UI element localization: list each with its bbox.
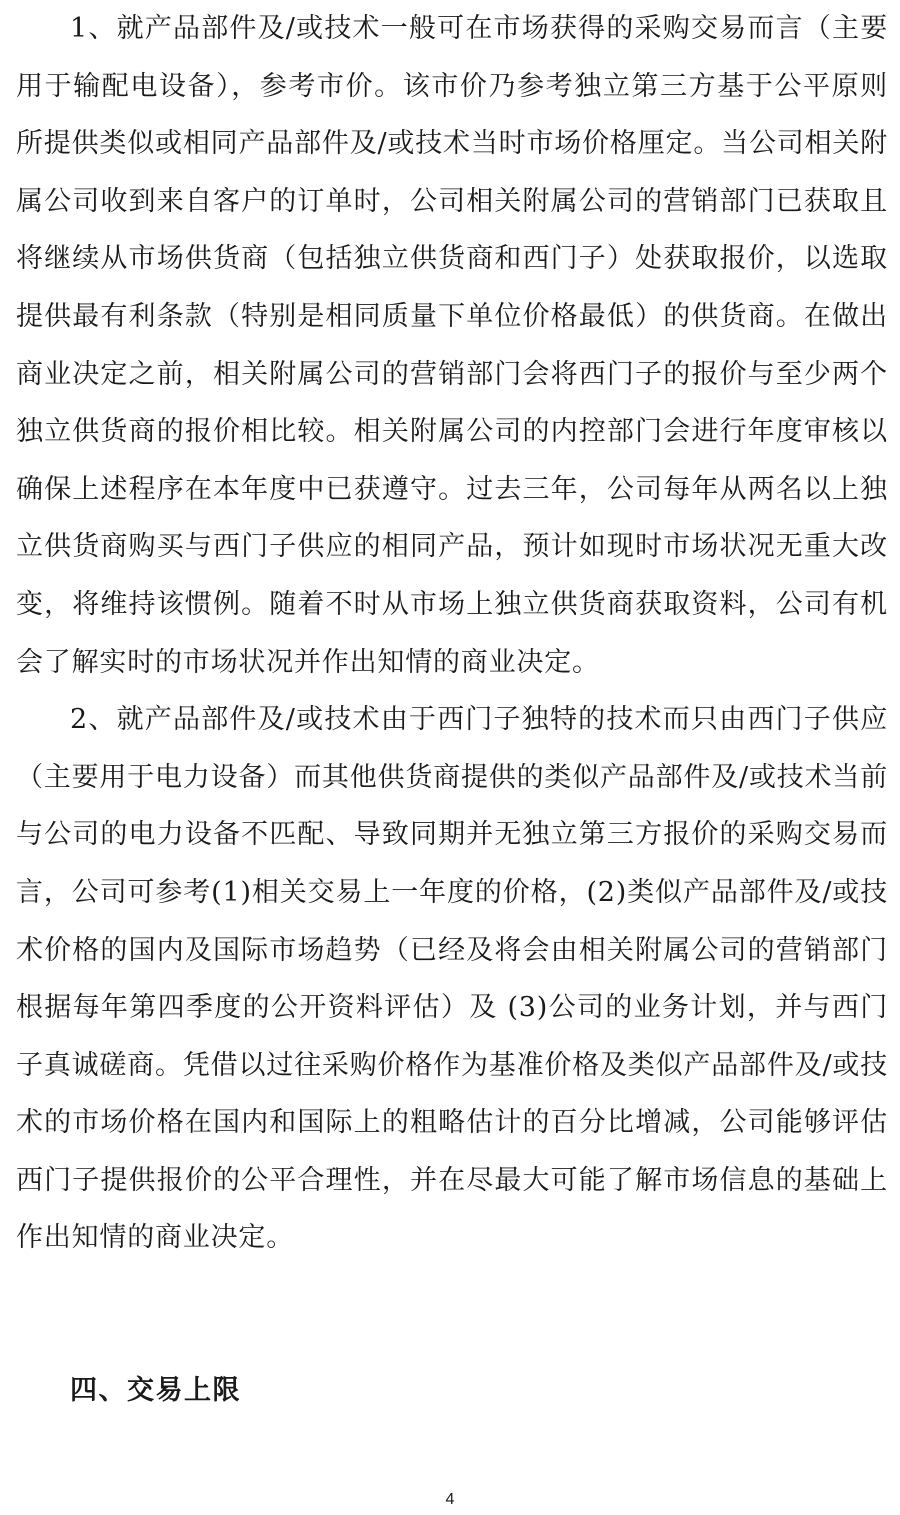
document-body [16,0,888,1267]
page-number: 4 [445,1491,455,1508]
paragraph-1: 1、就产品部件及/或技术一般可在市场获得的采购交易而言（主要用于输配电设备），参考市价。该市价乃参考独立第三方基于公平原则所提供类似或相同产品部件及/或技术当时市场价格厘定。当公司相关附属公司收到来自客户的订单时，公司相关附属公司的营销部门已获取且将继续从市场供货商（包括独立供货商和西门子）处获取报价，以选取提供最有利条款（特别是相同质量下单位价格最低）的供货商。在做出商业决定之前，相关附属公司的营销部门会将西门子的报价与至少两个独立供货商的报价相比较。相关附属公司的内控部门会进行年度审核以确保上述程序在本年度中已获遵守。过去三年，公司每年从两名以上独立供货商购买与西门子供应的相同产品，预计如现时市场状况无重大改变，将维持该惯例。随着不时从市场上独立供货商获取资料，公司有机会了解实时的市场状况并作出知情的商业决定。 [16,13,888,678]
paragraph-2: 2、就产品部件及/或技术由于西门子独特的技术而只由西门子供应（主要用于电力设备）而其他供货商提供的类似产品部件及/或技术当前与公司的电力设备不匹配、导致同期并无独立第三方报价的采购交易而言，公司可参考(1)相关交易上一年度的价格，(2)类似产品部件及/或技术价格的国内及国际市场趋势（已经及将会由相关附属公司的营销部门根据每年第四季度的公开资料评估）及 (3)公司的业务计划，并与西门子真诚磋商。凭借以过往采购价格作为基准价格及类似产品部件及/或技术的市场价格在国内和国际上的粗略估计的百分比增减，公司能够评估西门子提供报价的公平合理性，并在尽最大可能了解市场信息的基础上作出知情的商业决定。 [16,704,888,1254]
section-heading: 四、交易上限 [70,1375,241,1406]
